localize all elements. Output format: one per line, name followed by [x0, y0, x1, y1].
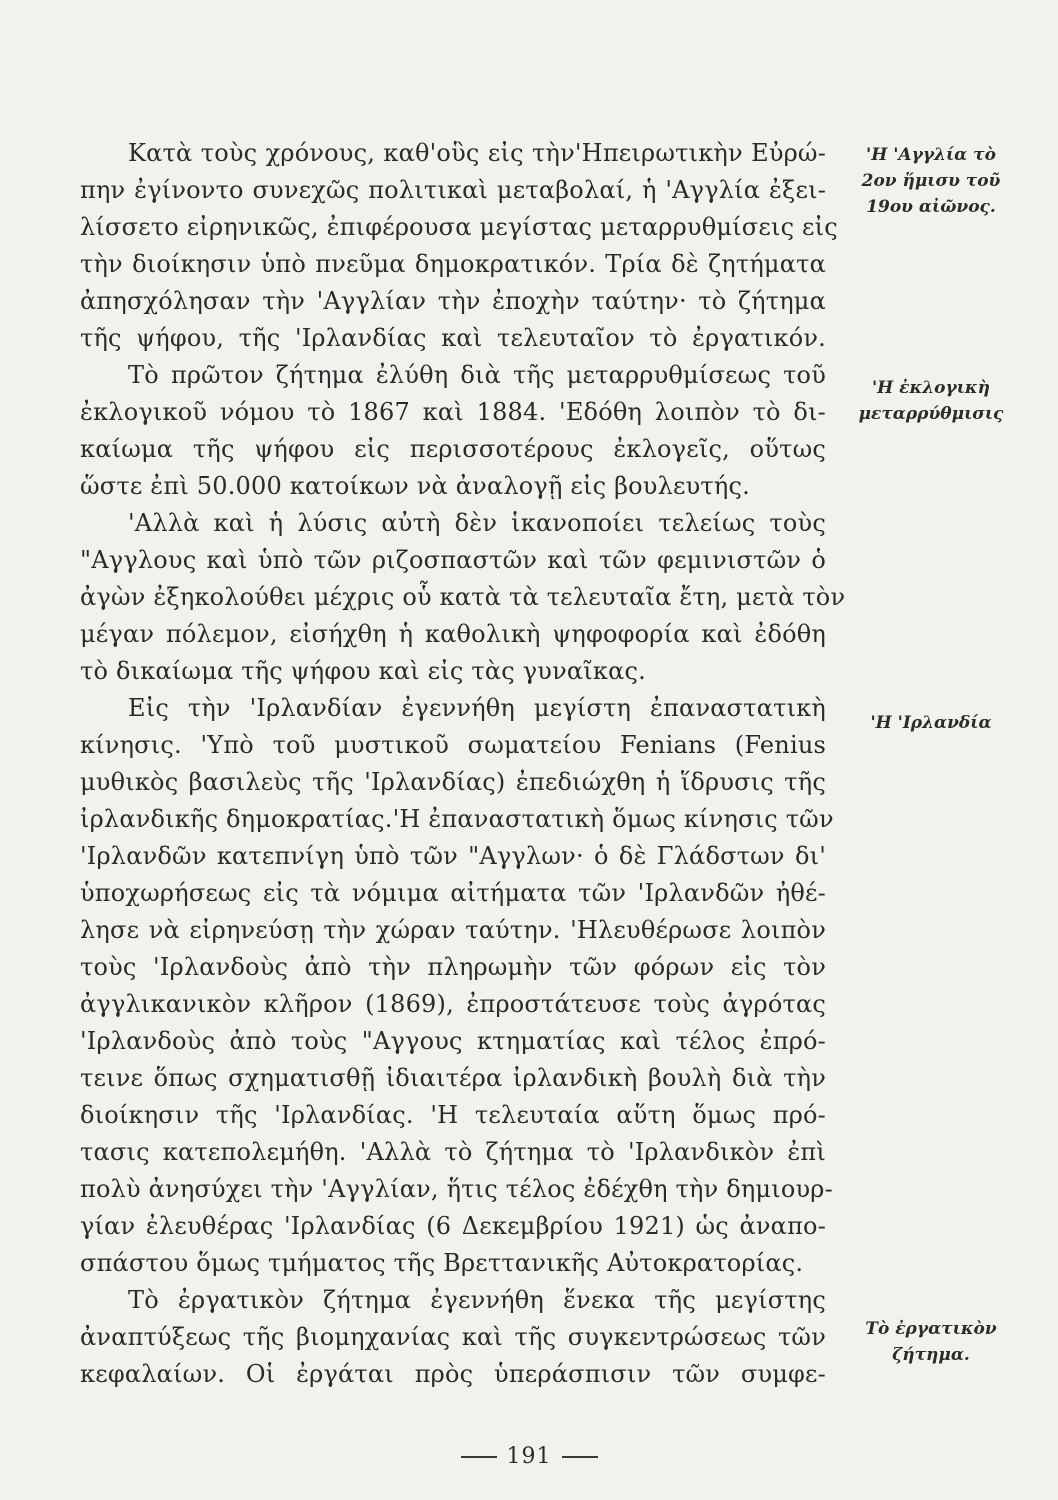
text-line: Τὸ ἐργατικὸν ζήτημα ἐγεννήθη ἕνεκα τῆς μεγίστης [128, 1286, 826, 1314]
text-line: διοίκησιν τῆς 'Ιρλανδίας. 'Η τελευταία αὕτη ὅμως πρό- [80, 1101, 826, 1129]
text-line: τῆς ψήφου, τῆς 'Ιρλανδίας καὶ τελευταῖον τὸ ἐργατικόν. [80, 324, 826, 352]
text-line: ἀπησχόλησαν τὴν 'Αγγλίαν τὴν ἐποχὴν ταύτην· τὸ ζήτημα [80, 287, 826, 315]
page-number: 191 [0, 1444, 1058, 1469]
text-line: λησε νὰ εἰρηνεύσῃ τὴν χώραν ταύτην. 'Ηλευθέρωσε λοιπὸν [80, 916, 826, 944]
text-line: ἰρλανδικῆς δημοκρατίας.'Η ἐπαναστατικὴ ὅμως κίνησις τῶν [80, 805, 834, 833]
margin-note-ireland: 'Η 'Ιρλανδία [870, 713, 992, 733]
text-line: τασις κατεπολεμήθη. 'Αλλὰ τὸ ζήτημα τὸ 'Ιρλανδικὸν ἐπὶ [80, 1138, 826, 1166]
text-line: τὸ δικαίωμα τῆς ψήφου καὶ εἰς τὰς γυναῖκας. [80, 657, 646, 685]
text-line: μυθικὸς βασιλεὺς τῆς 'Ιρλανδίας) ἐπεδιώχθη ἡ ἵδρυσις τῆς [80, 768, 826, 796]
text-line: λίσσετο εἰρηνικῶς, ἐπιφέρουσα μεγίστας μεταρρυθμίσεις εἰς [80, 213, 838, 241]
text-line: γίαν ἐλευθέρας 'Ιρλανδίας (6 Δεκεμβρίου 1921) ὡς ἀναπο- [80, 1212, 826, 1240]
text-line: ἀναπτύξεως τῆς βιομηχανίας καὶ τῆς συγκεντρώσεως τῶν [80, 1323, 826, 1351]
text-line: κίνησις. 'Υπὸ τοῦ μυστικοῦ σωματείου Fenians (Fenius [80, 731, 826, 759]
dash-right [562, 1456, 598, 1458]
text-line: τοὺς 'Ιρλανδοὺς ἀπὸ τὴν πληρωμὴν τῶν φόρων εἰς τὸν [80, 953, 826, 981]
dash-left [461, 1456, 497, 1458]
text-line: ὑποχωρήσεως εἰς τὰ νόμιμα αἰτήματα τῶν 'Ιρλανδῶν ἠθέ- [80, 879, 826, 907]
text-line: κεφαλαίων. Οἱ ἐργάται πρὸς ὑπεράσπισιν τῶν συμφε- [80, 1360, 826, 1388]
text-line: 'Αλλὰ καὶ ἡ λύσις αὐτὴ δὲν ἱκανοποίει τελείως τοὺς [128, 509, 826, 537]
text-line: τὴν διοίκησιν ὑπὸ πνεῦμα δημοκρατικόν. Τρία δὲ ζητήματα [80, 250, 826, 278]
margin-note-england: 'Η 'Αγγλία τὸ 2ον ἥμισυ τοῦ 19ου αἰῶνος. [861, 145, 1001, 217]
text-line: ἀγὼν ἐξηκολούθει μέχρις οὗ κατὰ τὰ τελευταῖα ἔτη, μετὰ τὸν [80, 583, 846, 611]
text-line: "Αγγλους καὶ ὑπὸ τῶν ριζοσπαστῶν καὶ τῶν φεμινιστῶν ὁ [80, 546, 826, 574]
text-line: πην ἐγίνοντο συνεχῶς πολιτικαὶ μεταβολαί, ἡ 'Αγγλία ἐξει- [80, 176, 826, 204]
text-line: σπάστου ὅμως τμήματος τῆς Βρεττανικῆς Αὐτοκρατορίας. [80, 1249, 804, 1277]
text-line: ἀγγλικανικὸν κλῆρον (1869), ἐπροστάτευσε τοὺς ἀγρότας [80, 990, 826, 1018]
text-line: ἐκλογικοῦ νόμου τὸ 1867 καὶ 1884. 'Εδόθη λοιπὸν τὸ δι- [80, 398, 826, 426]
text-line: Τὸ πρῶτον ζήτημα ἐλύθη διὰ τῆς μεταρρυθμίσεως τοῦ [128, 361, 826, 389]
text-line: ὥστε ἐπὶ 50.000 κατοίκων νὰ ἀναλογῇ εἰς βουλευτής. [80, 472, 750, 500]
text-line: 'Ιρλανδοὺς ἀπὸ τοὺς "Αγγους κτηματίας καὶ τέλος ἐπρό- [80, 1027, 826, 1055]
text-line: πολὺ ἀνησύχει τὴν 'Αγγλίαν, ἥτις τέλος ἐδέχθη τὴν δημιουρ- [80, 1175, 833, 1203]
text-line: 'Ιρλανδῶν κατεπνίγη ὑπὸ τῶν "Αγγλων· ὁ δὲ Γλάδστων δι' [80, 842, 826, 870]
text-line: Κατὰ τοὺς χρόνους, καθ'οὓς εἰς τὴν'Ηπειρωτικὴν Εὐρώ- [128, 139, 826, 167]
text-line: καίωμα τῆς ψήφου εἰς περισσοτέρους ἐκλογεῖς, οὕτως [80, 435, 826, 463]
margin-note-labour-question: Τὸ ἐργατικὸν ζήτημα. [865, 1319, 997, 1365]
text-line: Εἰς τὴν 'Ιρλανδίαν ἐγεννήθη μεγίστη ἐπαναστατικὴ [128, 694, 826, 722]
text-line: μέγαν πόλεμον, εἰσήχθη ἡ καθολικὴ ψηφοφορία καὶ ἐδόθη [80, 620, 826, 648]
margin-note-electoral-reform: 'Η ἐκλογικὴ μεταρρύθμισις [858, 378, 1004, 424]
text-line: τεινε ὅπως σχηματισθῇ ἰδιαιτέρα ἰρλανδικὴ βουλὴ διὰ τὴν [80, 1064, 826, 1092]
